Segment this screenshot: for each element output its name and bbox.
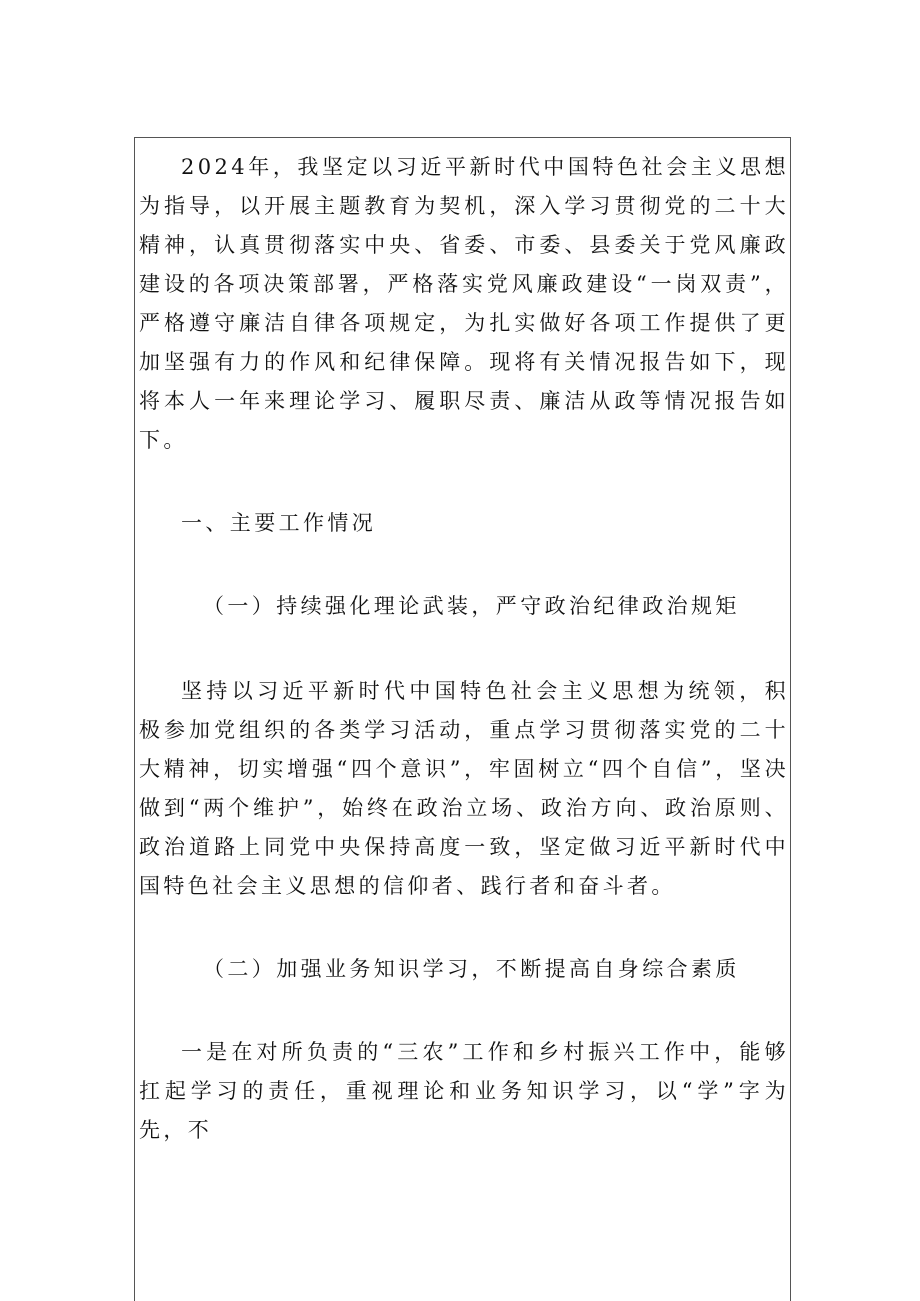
spacer <box>139 543 789 587</box>
document-body <box>139 148 789 1150</box>
subsection-heading-business: （二）加强业务知识学习，不断提高自身综合素质 <box>203 957 740 981</box>
intro-paragraph: 2024年，我坚定以习近平新时代中国特色社会主义思想为指导，以开展主题教育为契机，深入学习贯彻党的二十大精神，认真贯彻落实中央、省委、市委、县委关于党风廉政建设的各项决策部署，严格落实党风廉政建设“一岗双责”，严格遵守廉洁自律各项规定，为扎实做好各项工作提供了更加坚强有力的作风和纪律保障。现将有关情况报告如下，现将本人一年来理论学习、履职尽责、廉洁从政等情况报告如下。 <box>139 155 789 452</box>
spacer <box>139 460 789 504</box>
spacer <box>139 906 789 950</box>
subsection-heading-theory: （一）持续强化理论武装，严守政治纪律政治规矩 <box>203 594 740 618</box>
subsection-paragraph-business: 一是在对所负责的“三农”工作和乡村振兴工作中，能够扛起学习的责任，重视理论和业务知识学习，以“学”字为先，不 <box>139 1040 789 1142</box>
subsection-paragraph-theory: 坚持以习近平新时代中国特色社会主义思想为统领，积极参加党组织的各类学习活动，重点学习贯彻落实党的二十大精神，切实增强“四个意识”，牢固树立“四个自信”，坚决做到“两个维护”，始终在政治立场、政治方向、政治原则、政治道路上同党中央保持高度一致，坚定做习近平新时代中国特色社会主义思想的信仰者、践行者和奋斗者。 <box>139 679 789 898</box>
page-frame <box>134 137 791 1301</box>
spacer <box>139 626 789 672</box>
spacer <box>139 989 789 1033</box>
section-heading-main-work: 一、主要工作情况 <box>181 511 377 535</box>
